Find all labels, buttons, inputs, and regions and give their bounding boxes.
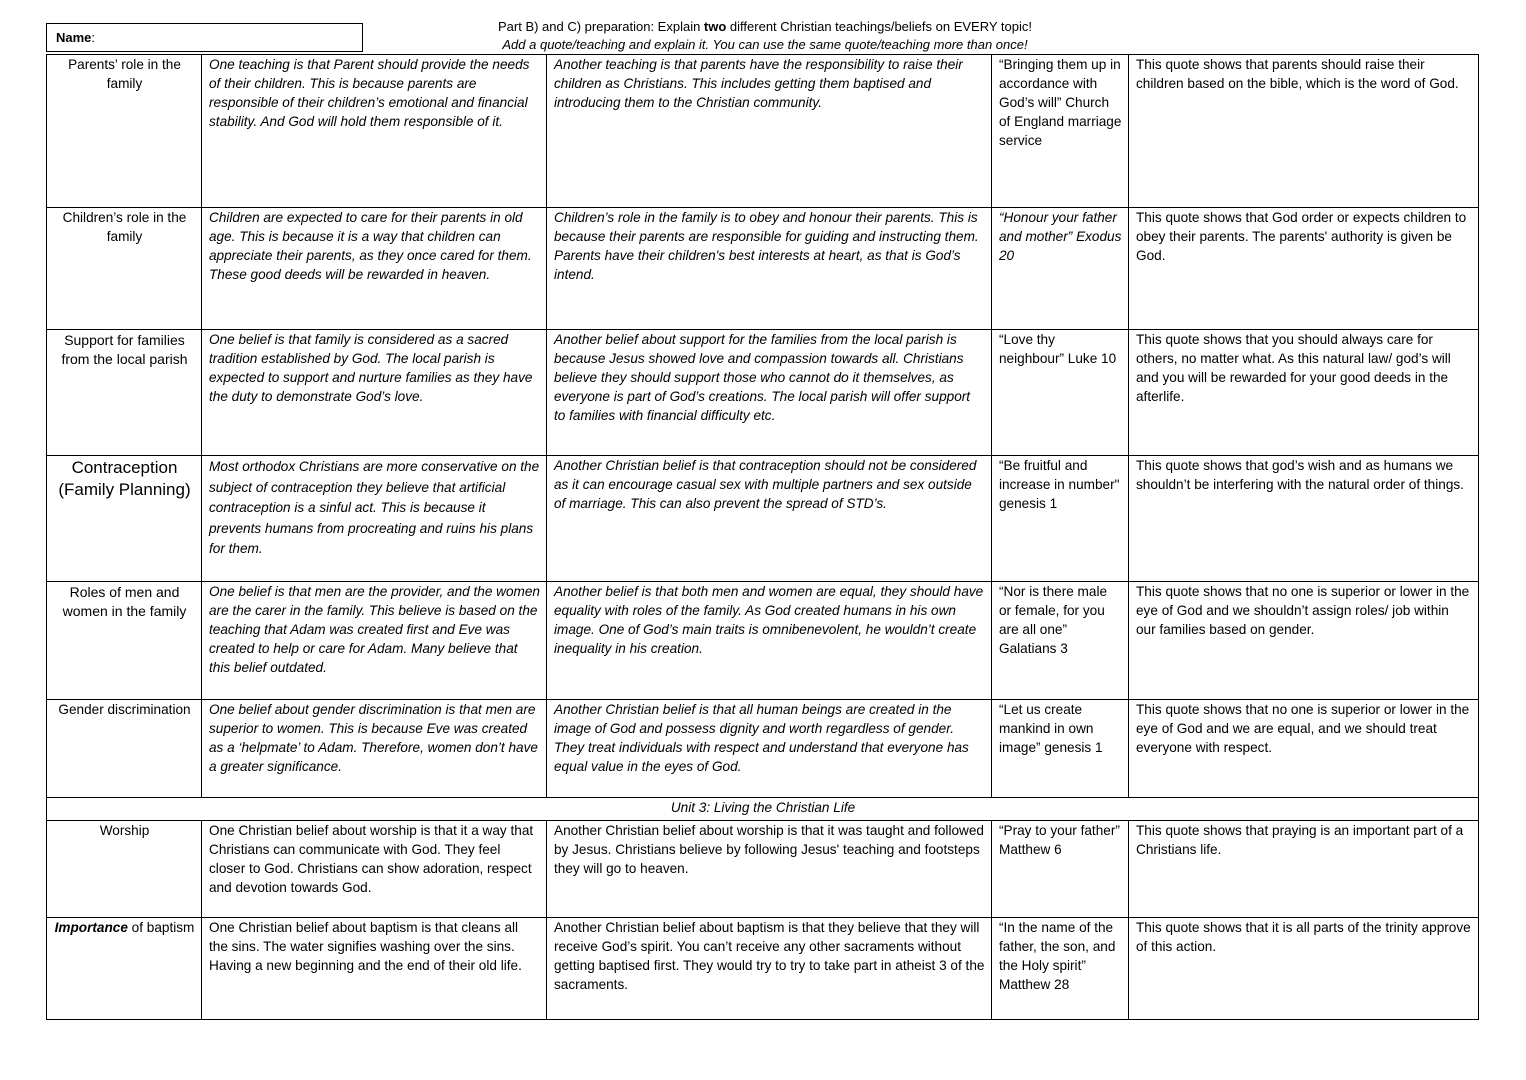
teaching-1-cell[interactable]: One belief is that men are the provider, and the women are the carer in the family. This believe is based on the teaching that Adam was created first and Eve was created to help or care for Adam. Many believe that this belief outdated. bbox=[202, 582, 547, 700]
quote-cell[interactable]: “Bringing them up in accordance with God’s will” Church of England marriage service bbox=[992, 55, 1129, 208]
teaching-2-cell[interactable]: Another Christian belief about worship is that it was taught and followed by Jesus. Christians believe by following Jesus' teaching and footsteps they will go to heaven. bbox=[547, 820, 992, 917]
topics-table bbox=[46, 54, 1479, 1020]
topic-rest: of baptism bbox=[127, 919, 195, 935]
teaching-1-cell[interactable]: One belief is that family is considered as a sacred tradition established by God. The local parish is expected to support and nurture families as they have the duty to demonstrate God’s love. bbox=[202, 330, 547, 456]
teaching-2-cell[interactable]: Another belief is that both men and women are equal, they should have equality with roles of the family. As God created humans in his own image. One of God’s main traits is omnibenevolent, he wouldn’t create inequality in his creation. bbox=[547, 582, 992, 700]
teaching-1-cell[interactable]: Children are expected to care for their parents in old age. This is because it is a way that children can appreciate their parents, as they once cared for them. These good deeds will be rewarded in heaven. bbox=[202, 208, 547, 330]
topic-cell: Parents’ role in the family bbox=[47, 55, 202, 208]
teaching-2-cell[interactable]: Another Christian belief is that contraception should not be considered as it can encourage casual sex with multiple partners and sex outside of marriage. This can also prevent the spread of STD’s. bbox=[547, 456, 992, 582]
topic-bold: Importance bbox=[54, 919, 128, 935]
topic-cell bbox=[47, 917, 202, 1019]
unit-header-row bbox=[47, 798, 1479, 821]
name-field[interactable] bbox=[46, 23, 363, 52]
explanation-cell[interactable]: This quote shows that it is all parts of the trinity approve of this action. bbox=[1129, 917, 1479, 1019]
explanation-cell[interactable]: This quote shows that parents should raise their children based on the bible, which is the word of God. bbox=[1129, 55, 1479, 208]
explanation-cell[interactable]: This quote shows that no one is superior or lower in the eye of God and we are equal, and we should treat everyone with respect. bbox=[1129, 700, 1479, 798]
instruction-post: different Christian teachings/beliefs on EVERY topic! bbox=[726, 19, 1032, 34]
name-colon: : bbox=[91, 30, 96, 45]
teaching-1-cell[interactable]: One Christian belief about worship is that it a way that Christians can communicate with God. They feel closer to God. Christians can show adoration, respect and devotion towards God. bbox=[202, 820, 547, 917]
explanation-cell[interactable]: This quote shows that praying is an important part of a Christians life. bbox=[1129, 820, 1479, 917]
teaching-2-cell[interactable]: Another Christian belief is that all human beings are created in the image of God and possess dignity and worth regardless of gender. They treat individuals with respect and understand that everyone has equal value in the eyes of God. bbox=[547, 700, 992, 798]
instruction-line-1 bbox=[440, 19, 1090, 34]
quote-cell[interactable]: “Let us create mankind in own image” genesis 1 bbox=[992, 700, 1129, 798]
instruction-line-2: Add a quote/teaching and explain it. You can use the same quote/teaching more than once! bbox=[502, 37, 1028, 52]
quote-cell[interactable] bbox=[992, 208, 1129, 330]
topic-cell: Contraception (Family Planning) bbox=[47, 456, 202, 582]
quote-cell[interactable]: “Love thy neighbour” Luke 10 bbox=[992, 330, 1129, 456]
table-row bbox=[47, 208, 1479, 330]
quote-cell[interactable]: “Be fruitful and increase in number" genesis 1 bbox=[992, 456, 1129, 582]
table-row bbox=[47, 456, 1479, 582]
teaching-2-cell[interactable]: Another belief about support for the families from the local parish is because Jesus showed love and compassion towards all. Christians believe they should support those who cannot do it themselves, as everyone is part of God’s creations. The local parish will offer support to families with financial difficulty etc. bbox=[547, 330, 992, 456]
table-row bbox=[47, 820, 1479, 917]
unit-header: Unit 3: Living the Christian Life bbox=[47, 798, 1479, 821]
explanation-cell[interactable]: This quote shows that no one is superior or lower in the eye of God and we shouldn’t assign roles/ job within our families based on gender. bbox=[1129, 582, 1479, 700]
table-row bbox=[47, 55, 1479, 208]
topic-cell: Gender discrimination bbox=[47, 700, 202, 798]
topic-cell: Roles of men and women in the family bbox=[47, 582, 202, 700]
teaching-1-cell[interactable]: One belief about gender discrimination is that men are superior to women. This is because Eve was created as a ‘helpmate’ to Adam. Therefore, women don’t have a greater significance. bbox=[202, 700, 547, 798]
table-row bbox=[47, 582, 1479, 700]
quote-cell[interactable]: “Nor is there male or female, for you are all one” Galatians 3 bbox=[992, 582, 1129, 700]
topic-cell: Children’s role in the family bbox=[47, 208, 202, 330]
teaching-1-cell[interactable]: One Christian belief about baptism is that cleans all the sins. The water signifies washing over the sins. Having a new beginning and the end of their old life. bbox=[202, 917, 547, 1019]
quote-text: “Honour your father and mother” Exodus 20 bbox=[999, 210, 1122, 263]
name-label: Name bbox=[56, 30, 92, 45]
teaching-2-cell[interactable]: Another teaching is that parents have the responsibility to raise their children as Christians. This includes getting them baptised and introducing them to the Christian community. bbox=[547, 55, 992, 208]
explanation-cell[interactable]: This quote shows that you should always care for others, no matter what. As this natural law/ god’s will and you will be rewarded for your good deeds in the afterlife. bbox=[1129, 330, 1479, 456]
quote-cell[interactable]: “In the name of the father, the son, and the Holy spirit” Matthew 28 bbox=[992, 917, 1129, 1019]
instruction-bold: two bbox=[703, 19, 727, 34]
table-row bbox=[47, 330, 1479, 456]
table-row bbox=[47, 700, 1479, 798]
teaching-1-cell[interactable]: One teaching is that Parent should provide the needs of their children. This is because parents are responsible of their children’s emotional and financial stability. And God will hold them responsible of it. bbox=[202, 55, 547, 208]
teaching-2-cell[interactable]: Children’s role in the family is to obey and honour their parents. This is because their parents are responsible for guiding and instructing them. Parents have their children's best interests at heart, as that is God’s intend. bbox=[547, 208, 992, 330]
explanation-cell[interactable]: This quote shows that god’s wish and as humans we shouldn’t be interfering with the natural order of things. bbox=[1129, 456, 1479, 582]
quote-cell[interactable]: “Pray to your father” Matthew 6 bbox=[992, 820, 1129, 917]
teaching-2-cell[interactable]: Another Christian belief about baptism is that they believe that they will receive God’s spirit. You can’t receive any other sacraments without getting baptised first. They would try to try to take part in atheist 3 of the sacraments. bbox=[547, 917, 992, 1019]
topic-cell: Worship bbox=[47, 820, 202, 917]
table-row bbox=[47, 917, 1479, 1019]
instruction-pre: Part B) and C) preparation: Explain bbox=[497, 19, 704, 34]
explanation-cell[interactable]: This quote shows that God order or expects children to obey their parents. The parents' authority is given be God. bbox=[1129, 208, 1479, 330]
topic-cell: Support for families from the local parish bbox=[47, 330, 202, 456]
teaching-1-cell[interactable]: Most orthodox Christians are more conservative on the subject of contraception they believe that artificial contraception is a sinful act. This is because it prevents humans from procreating and ruins his plans for them. bbox=[202, 456, 547, 582]
